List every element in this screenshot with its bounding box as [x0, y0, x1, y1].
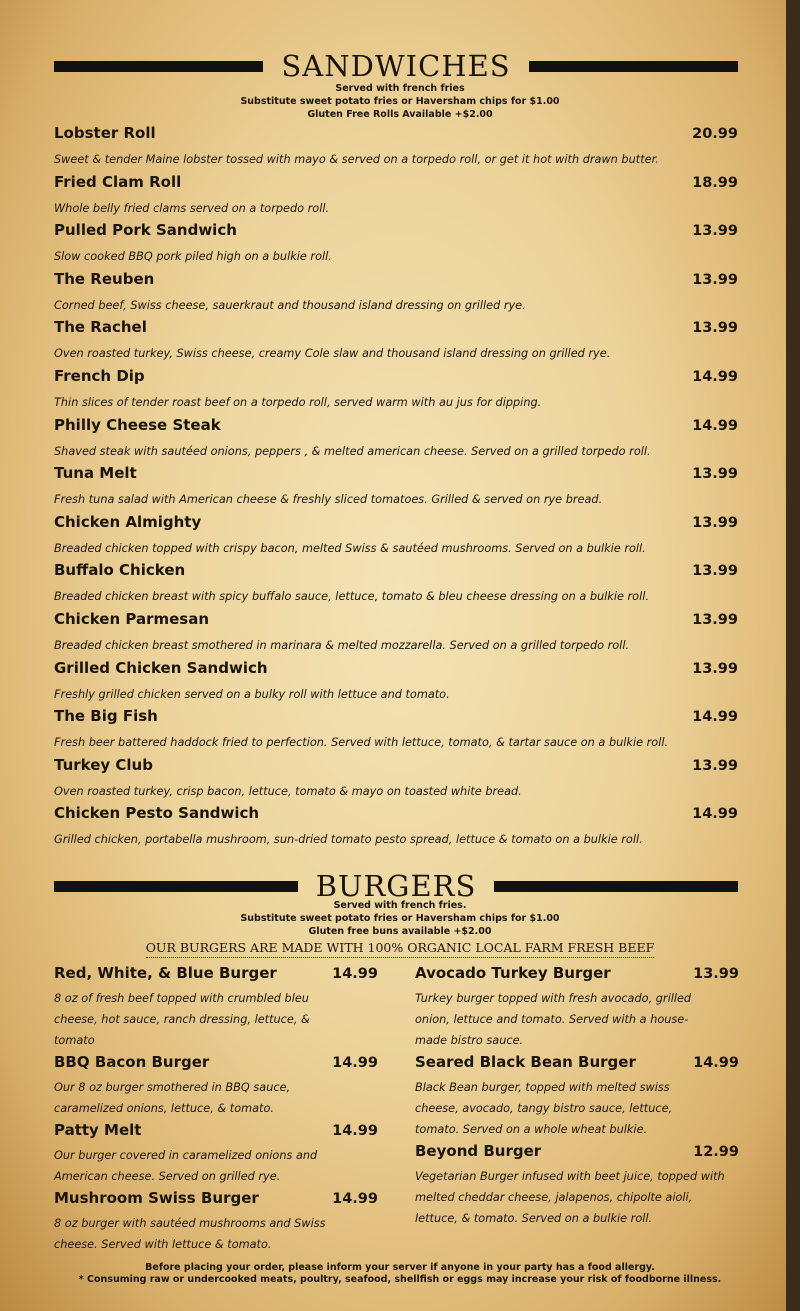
- item-name: Mushroom Swiss Burger: [54, 1189, 259, 1207]
- item-name: Red, White, & Blue Burger: [54, 964, 277, 982]
- menu-item: [54, 318, 738, 367]
- burgers-note: Served with french fries.: [333, 900, 467, 911]
- menu-item: [54, 513, 738, 562]
- item-description: Shaved steak with sautéed onions, peppers , & melted american cheese. Served on a grilled torpedo roll.: [54, 444, 651, 458]
- menu-item: [415, 1142, 739, 1229]
- menu-item: [54, 1053, 378, 1119]
- item-description: 8 oz burger with sautéed mushrooms and Swiss cheese. Served with lettuce & tomato.: [54, 1217, 326, 1251]
- item-price: 13.99: [692, 223, 738, 240]
- item-price: 13.99: [693, 966, 739, 982]
- menu-item: [54, 1121, 378, 1187]
- item-description: Freshly grilled chicken served on a bulky roll with lettuce and tomato.: [54, 687, 450, 701]
- item-description: Slow cooked BBQ pork piled high on a bulkie roll.: [54, 250, 332, 264]
- footer-line: * Consuming raw or undercooked meats, poultry, seafood, shellfish or eggs may increase your risk of foodborne illness.: [78, 1274, 722, 1285]
- item-description: Sweet & tender Maine lobster tossed with mayo & served on a torpedo roll, or get it hot with drawn butter.: [54, 153, 659, 166]
- header-bar-left: [54, 881, 298, 892]
- menu-item: [54, 804, 738, 853]
- item-price: 13.99: [692, 611, 738, 628]
- organic-beef-text: OUR BURGERS ARE MADE WITH 100% ORGANIC LOCAL FARM FRESH BEEF: [146, 940, 655, 958]
- header-bar-right: [529, 61, 738, 72]
- item-price: 13.99: [692, 514, 738, 531]
- item-description: 8 oz of fresh beef topped with crumbled bleu cheese, hot sauce, ranch dressing, lettuce, & tomato: [54, 992, 310, 1047]
- item-name: BBQ Bacon Burger: [54, 1053, 210, 1071]
- item-description: Whole belly fried clams served on a torpedo roll.: [54, 201, 330, 215]
- item-description: Vegetarian Burger infused with beet juice, topped with melted cheddar cheese, jalapenos, chipolte aioli, lettuce, & tomato. Served on a bulkie roll.: [415, 1170, 725, 1225]
- sandwiches-note: Served with french fries: [335, 83, 465, 94]
- item-name: Tuna Melt: [54, 464, 137, 483]
- item-description: Our 8 oz burger smothered in BBQ sauce, caramelized onions, lettuce, & tomato.: [54, 1081, 291, 1115]
- item-price: 14.99: [332, 1055, 378, 1071]
- item-name: Pulled Pork Sandwich: [54, 221, 237, 240]
- item-description: Corned beef, Swiss cheese, sauerkraut and thousand island dressing on grilled rye.: [54, 298, 526, 312]
- item-description: Fresh tuna salad with American cheese & freshly sliced tomatoes. Grilled & served on rye bread.: [54, 493, 603, 507]
- item-name: Avocado Turkey Burger: [415, 964, 611, 982]
- item-price: 14.99: [693, 1055, 739, 1071]
- item-name: The Rachel: [54, 318, 147, 337]
- allergy-footer: [0, 1262, 800, 1286]
- item-price: 14.99: [332, 966, 378, 982]
- item-price: 12.99: [693, 1144, 739, 1160]
- item-description: Breaded chicken breast smothered in marinara & melted mozzarella. Served on a grilled torpedo roll.: [54, 638, 630, 652]
- menu-item: [415, 1053, 739, 1140]
- item-name: Philly Cheese Steak: [54, 415, 221, 434]
- item-description: Turkey burger topped with fresh avocado, grilled onion, lettuce and tomato. Served with a house-made bistro sauce.: [415, 992, 692, 1047]
- sandwiches-note: Substitute sweet potato fries or Haversham chips for $1.00: [240, 96, 560, 107]
- item-price: 14.99: [692, 417, 738, 434]
- menu-item: [54, 367, 738, 416]
- item-price: 13.99: [692, 757, 738, 774]
- item-name: Grilled Chicken Sandwich: [54, 658, 268, 677]
- sandwiches-notes: [0, 82, 800, 121]
- item-price: 14.99: [692, 806, 738, 823]
- menu-item: [54, 270, 738, 319]
- item-price: 14.99: [332, 1123, 378, 1139]
- burgers-header: [54, 869, 738, 903]
- item-name: French Dip: [54, 366, 145, 385]
- item-price: 20.99: [692, 126, 738, 142]
- item-description: Fresh beer battered haddock fried to perfection. Served with lettuce, tomato, & tartar sauce on a bulkie roll.: [54, 736, 669, 750]
- menu-item: [54, 707, 738, 756]
- item-description: Our burger covered in caramelized onions and American cheese. Served on grilled rye.: [54, 1149, 318, 1183]
- item-price: 13.99: [692, 660, 738, 677]
- item-price: 13.99: [692, 563, 738, 580]
- menu-item: [54, 464, 738, 513]
- burgers-note: Gluten free buns available +$2.00: [308, 926, 492, 937]
- menu-item: [54, 416, 738, 465]
- item-name: The Big Fish: [54, 707, 158, 726]
- item-name: Chicken Parmesan: [54, 609, 210, 628]
- item-price: 13.99: [692, 271, 738, 288]
- item-name: Chicken Pesto Sandwich: [54, 804, 260, 823]
- item-price: 14.99: [332, 1191, 378, 1207]
- sandwiches-title: SANDWICHES: [281, 49, 511, 83]
- menu-item: [415, 964, 739, 1051]
- item-description: Breaded chicken breast with spicy buffalo sauce, lettuce, tomato & bleu cheese dressing on a bulkie roll.: [54, 590, 649, 604]
- header-bar-right: [494, 881, 738, 892]
- item-description: Oven roasted turkey, crisp bacon, lettuce, tomato & mayo on toasted white bread.: [54, 784, 522, 798]
- burgers-notes: [0, 899, 800, 938]
- item-description: Grilled chicken, portabella mushroom, sun-dried tomato pesto spread, lettuce & tomato on a bulkie roll.: [54, 833, 643, 847]
- item-price: 13.99: [692, 320, 738, 337]
- item-price: 13.99: [692, 466, 738, 483]
- item-description: Black Bean burger, topped with melted swiss cheese, avocado, tangy bistro sauce, lettuce, tomato. Served on a whole wheat bulkie.: [415, 1081, 673, 1136]
- item-name: Buffalo Chicken: [54, 561, 186, 580]
- menu-item: [54, 610, 738, 659]
- item-name: Lobster Roll: [54, 124, 156, 142]
- sandwiches-note: Gluten Free Rolls Available +$2.00: [307, 109, 493, 120]
- menu-item: [54, 124, 738, 173]
- sandwiches-list: [54, 124, 738, 853]
- page-edge: [786, 0, 800, 1311]
- footer-line: Before placing your order, please inform your server if anyone in your party has a food allergy.: [145, 1262, 655, 1273]
- item-price: 14.99: [692, 709, 738, 726]
- menu-item: [54, 756, 738, 805]
- item-description: Thin slices of tender roast beef on a torpedo roll, served warm with au jus for dipping.: [54, 395, 542, 409]
- item-name: Patty Melt: [54, 1121, 142, 1139]
- menu-item: [54, 221, 738, 270]
- item-description: Oven roasted turkey, Swiss cheese, creamy Cole slaw and thousand island dressing on grilled rye.: [54, 347, 611, 361]
- item-price: 14.99: [692, 368, 738, 385]
- item-name: Seared Black Bean Burger: [415, 1053, 636, 1071]
- menu-item: [54, 561, 738, 610]
- item-name: The Reuben: [54, 269, 155, 288]
- item-name: Beyond Burger: [415, 1142, 542, 1160]
- organic-beef-note: [0, 940, 800, 955]
- menu-item: [54, 964, 378, 1051]
- burgers-note: Substitute sweet potato fries or Haversham chips for $1.00: [240, 913, 560, 924]
- burgers-right-column: [415, 964, 739, 1231]
- menu-item: [54, 1189, 378, 1255]
- item-name: Chicken Almighty: [54, 512, 202, 531]
- item-price: 18.99: [692, 174, 738, 191]
- sandwiches-header: [54, 49, 738, 83]
- menu-item: [54, 659, 738, 708]
- menu-item: [54, 173, 738, 222]
- item-name: Turkey Club: [54, 755, 153, 774]
- item-description: Breaded chicken topped with crispy bacon, melted Swiss & sautéed mushrooms. Served on a bulkie roll.: [54, 541, 646, 555]
- item-name: Fried Clam Roll: [54, 172, 182, 191]
- burgers-left-column: [54, 964, 378, 1257]
- burgers-title: BURGERS: [315, 869, 477, 903]
- header-bar-left: [54, 61, 263, 72]
